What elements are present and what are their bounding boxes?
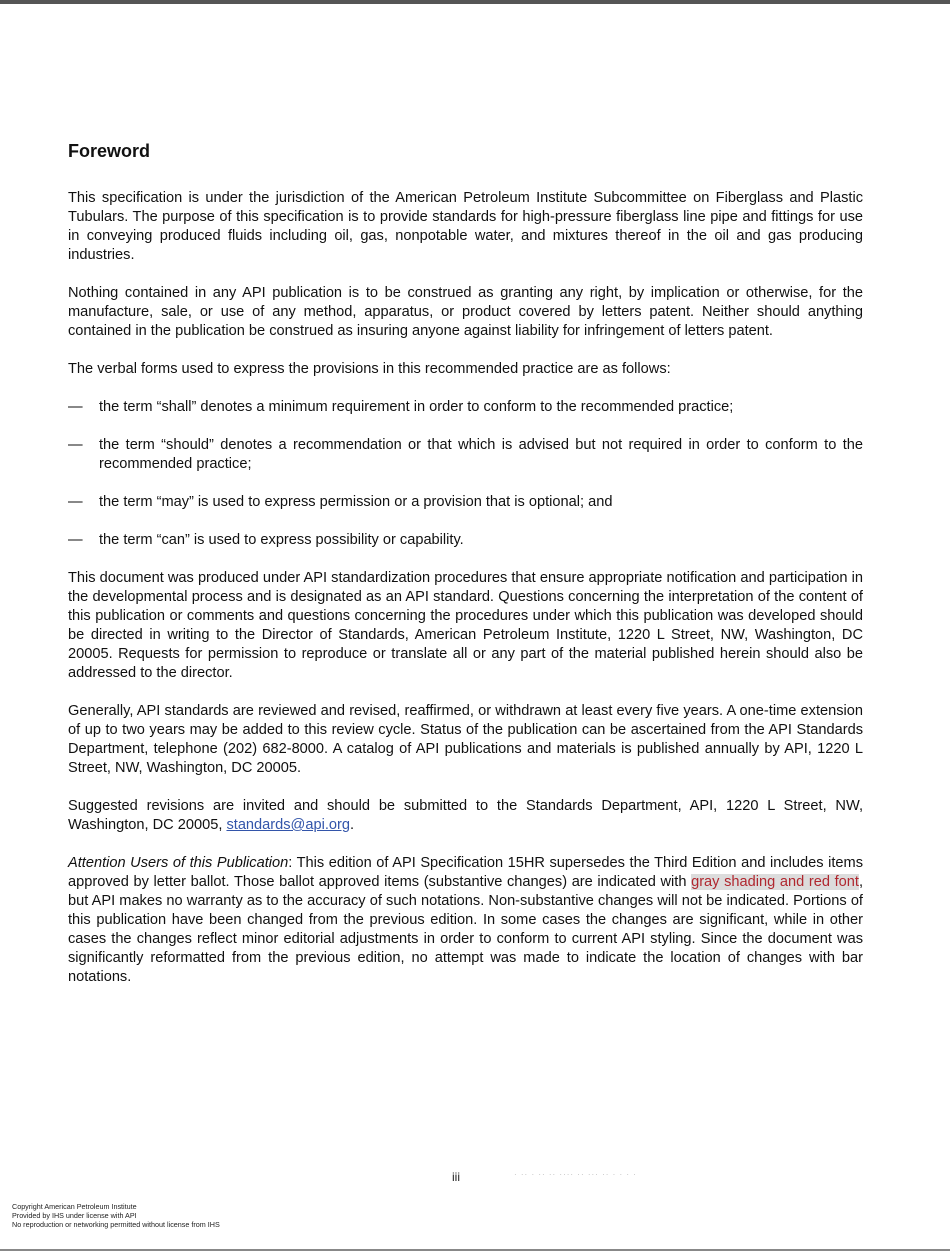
page-title: Foreword — [68, 141, 151, 161]
list-item-can — [68, 531, 863, 550]
revisions-end: . — [350, 817, 355, 833]
paragraph-attention-users — [68, 854, 863, 987]
paragraph-suggested-revisions — [68, 797, 863, 835]
highlighted-text: gray shading and red font — [691, 874, 859, 890]
attention-label: Attention Users of this Publication — [68, 855, 289, 871]
page-number: iii — [452, 1170, 460, 1184]
list-item-may — [68, 493, 863, 512]
footer-line-copyright: Copyright American Petroleum Institute — [12, 1202, 137, 1211]
footer-line-license: Provided by IHS under license with API — [12, 1211, 137, 1220]
list-item-text: the term “may” is used to express permission or a provision that is optional; and — [99, 494, 613, 510]
list-item-shall — [68, 398, 863, 417]
list-item-should — [68, 436, 863, 474]
faint-dots-decoration: · ·· · ·· ·· ···· ·· ··· ·· · · · · — [514, 1170, 637, 1179]
attention-text: : This edition of API Specification 15HR supersedes the Third Edition and includes items approved by letter ballot. Those ballot approved items (substantive changes) are indicated with — [68, 855, 863, 890]
copyright-footer — [12, 1202, 220, 1229]
top-border — [0, 0, 950, 4]
attention-text-end: , but API makes no warranty as to the accuracy of such notations. Non-substantive changes will not be indicated. Portions of this publication have been changed from the previous edition. In some cases the changes are significant, while in other cases the changes reflect minor editorial adjustments in order to conform to current API styling. Since the document was significantly reformatted from the previous edition, no attempt was made to indicate the location of changes with bar notations. — [68, 874, 863, 985]
email-link[interactable]: standards@api.org — [226, 817, 350, 833]
revisions-text: Suggested revisions are invited and should be submitted to the Standards Department, API, 1220 L Street, NW, Washington, DC 20005, — [68, 798, 863, 833]
dash-bullet: — — [68, 494, 83, 510]
dash-bullet: — — [68, 399, 83, 415]
dash-bullet: — — [68, 437, 83, 453]
paragraph-standardization: This document was produced under API standardization procedures that ensure appropriate notification and participation in the developmental process and is designated as an API standard. Questions concerning the interpretation of the content of this publication or comments and questions concerning the procedures under which this publication was developed should be directed in writing to the Director of Standards, American Petroleum Institute, 1220 L Street, NW, Washington, DC 20005. Requests for permission to reproduce or translate all or any part of the material published herein should also be addressed to the director. — [68, 570, 863, 681]
list-item-text: the term “can” is used to express possibility or capability. — [99, 532, 464, 548]
list-item-text: the term “should” denotes a recommendation or that which is advised but not required in order to conform to the recommended practice; — [99, 437, 863, 472]
list-item-text: the term “shall” denotes a minimum requirement in order to conform to the recommended practice; — [99, 399, 734, 415]
paragraph-jurisdiction: This specification is under the jurisdiction of the American Petroleum Institute Subcommittee on Fiberglass and Plastic Tubulars. The purpose of this specification is to provide standards for high-pressure fiberglass line pipe and fittings for use in conveying produced fluids including oil, gas, nonpotable water, and mixtures thereof in the oil and gas producing industries. — [68, 190, 863, 263]
paragraph-patent-disclaimer: Nothing contained in any API publication is to be construed as granting any right, by implication or otherwise, for the manufacture, sale, or use of any method, apparatus, or product covered by letters patent. Neither should anything contained in the publication be construed as insuring anyone against liability for infringement of letters patent. — [68, 285, 863, 339]
paragraph-verbal-forms: The verbal forms used to express the provisions in this recommended practice are as follows: — [68, 361, 671, 377]
paragraph-review-cycle: Generally, API standards are reviewed and revised, reaffirmed, or withdrawn at least every five years. A one-time extension of up to two years may be added to this review cycle. Status of the publication can be ascertained from the API Standards Department, telephone (202) 682-8000. A catalog of API publications and materials is published annually by API, 1220 L Street, NW, Washington, DC 20005. — [68, 703, 863, 776]
dash-bullet: — — [68, 532, 83, 548]
footer-line-reproduction: No reproduction or networking permitted without license from IHS — [12, 1220, 220, 1229]
document-page — [68, 139, 863, 1006]
